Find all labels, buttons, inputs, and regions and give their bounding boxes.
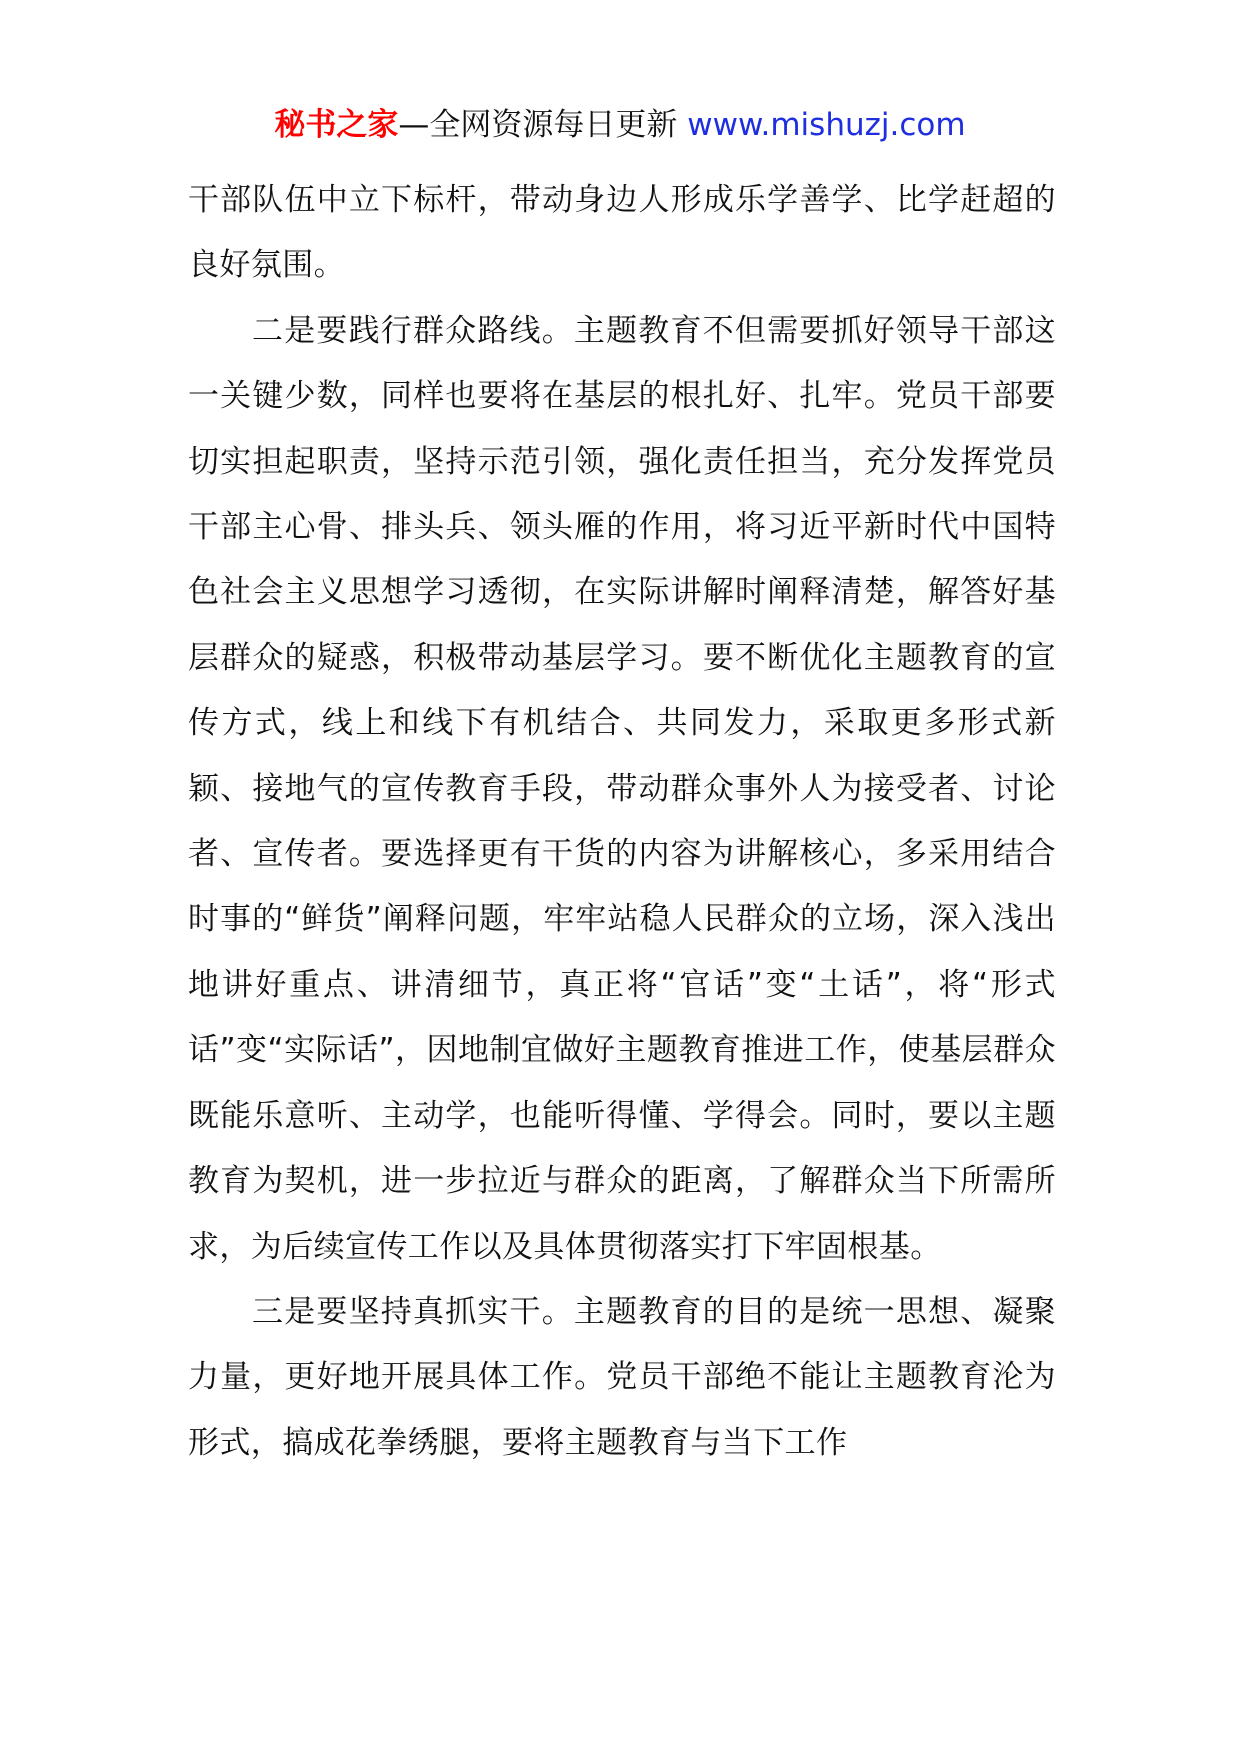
header-brand: 秘书之家 bbox=[274, 107, 399, 143]
page-header bbox=[0, 103, 1240, 147]
header-site-link[interactable]: www.mishuzj.com bbox=[687, 107, 966, 143]
paragraph-continuation: 干部队伍中立下标杆，带动身边人形成乐学善学、比学赶超的良好氛围。 bbox=[188, 182, 1056, 284]
paragraph-point-three: 三是要坚持真抓实干。主题教育的目的是统一思想、凝聚力量，更好地开展具体工作。党员干部绝不能让主题教育沦为形式，搞成花拳绣腿，要将主题教育与当下工作 bbox=[188, 1293, 1056, 1461]
header-tagline: —全网资源每日更新 bbox=[398, 107, 678, 143]
document-body bbox=[188, 168, 1056, 1476]
paragraph-point-two: 二是要践行群众路线。主题教育不但需要抓好领导干部这一关键少数，同样也要将在基层的根扎好、扎牢。党员干部要切实担起职责，坚持示范引领，强化责任担当，充分发挥党员干部主心骨、排头兵、领头雁的作用，将习近平新时代中国特色社会主义思想学习透彻，在实际讲解时阐释清楚，解答好基层群众的疑惑，积极带动基层学习。要不断优化主题教育的宣传方式，线上和线下有机结合、共同发力，采取更多形式新颖、接地气的宣传教育手段，带动群众事外人为接受者、讨论者、宣传者。要选择更有干货的内容为讲解核心，多采用结合时事的“鲜货”阐释问题，牢牢站稳人民群众的立场，深入浅出地讲好重点、讲清细节，真正将“官话”变“土话”，将“形式话”变“实际话”，因地制宜做好主题教育推进工作，使基层群众既能乐意听、主动学，也能听得懂、学得会。同时，要以主题教育为契机，进一步拉近与群众的距离，了解群众当下所需所求，为后续宣传工作以及具体贯彻落实打下牢固根基。 bbox=[188, 312, 1056, 1265]
